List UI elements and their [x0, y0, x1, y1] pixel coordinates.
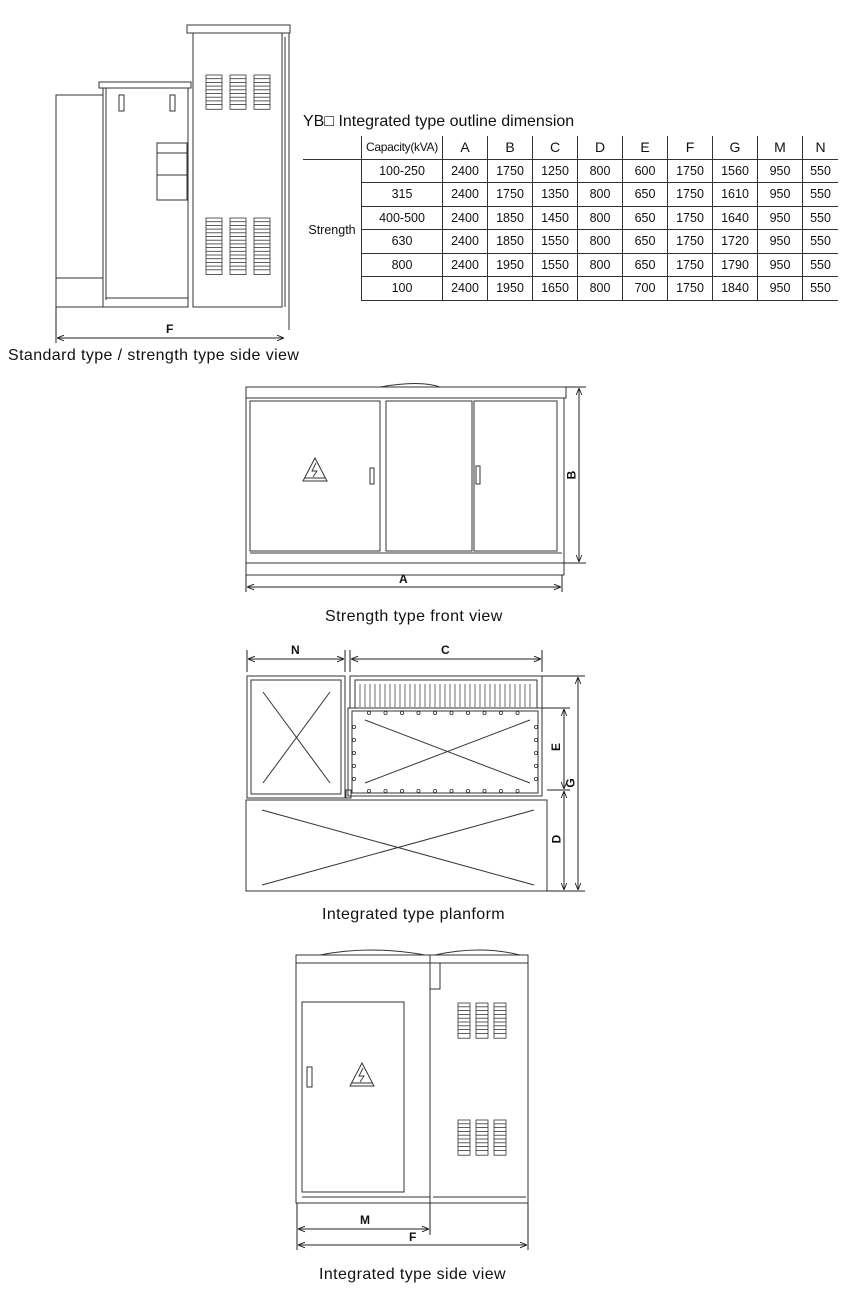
dimension-cell: 950	[758, 159, 803, 183]
dimension-cell: 550	[803, 253, 839, 277]
dim-label-c: C	[441, 643, 450, 657]
dimension-table	[303, 136, 838, 301]
caption-side-standard: Standard type / strength type side view	[8, 347, 300, 364]
dimension-cell: 1550	[533, 230, 578, 254]
dim-label-d: D	[549, 834, 564, 844]
dimension-cell: 650	[623, 253, 668, 277]
dimension-cell: 550	[803, 230, 839, 254]
dimension-cell: 800	[578, 253, 623, 277]
dim-label-g: G	[563, 778, 578, 788]
louver-block	[458, 1003, 470, 1038]
dimension-cell: 1720	[713, 230, 758, 254]
dimension-cell: 1750	[668, 230, 713, 254]
dimension-cell: 1840	[713, 277, 758, 301]
dimension-cell: 1250	[533, 159, 578, 183]
capacity-cell: 630	[362, 230, 443, 254]
dimension-cell: 800	[578, 206, 623, 230]
dimension-cell: 1350	[533, 183, 578, 207]
bolt	[384, 711, 387, 714]
dimension-cell: 1650	[533, 277, 578, 301]
capacity-cell: 400-500	[362, 206, 443, 230]
dimension-cell: 2400	[443, 159, 488, 183]
bolt	[483, 789, 486, 792]
dimension-cell: 1750	[668, 253, 713, 277]
dimension-cell: 1640	[713, 206, 758, 230]
header-b: B	[488, 136, 533, 159]
caption-planform: Integrated type planform	[322, 906, 506, 923]
bolt	[466, 789, 469, 792]
louver-block	[458, 1120, 470, 1155]
dimension-cell: 2400	[443, 206, 488, 230]
bolt	[499, 711, 502, 714]
dimension-cell: 550	[803, 183, 839, 207]
dimension-cell: 650	[623, 183, 668, 207]
table-title: YB□ Integrated type outline dimension	[303, 113, 575, 130]
dimension-cell: 950	[758, 230, 803, 254]
caption-front-strength: Strength type front view	[325, 608, 503, 625]
dimension-cell: 950	[758, 183, 803, 207]
dimension-cell: 1750	[668, 183, 713, 207]
dimension-cell: 1950	[488, 253, 533, 277]
table-row	[303, 159, 838, 183]
dim-label-n: N	[291, 643, 300, 657]
dimension-cell: 550	[803, 277, 839, 301]
bolt	[352, 751, 355, 754]
capacity-cell: 315	[362, 183, 443, 207]
bolt	[534, 764, 537, 767]
row-group-label: Strength	[303, 159, 362, 300]
dimension-cell: 1750	[668, 277, 713, 301]
dimension-cell: 2400	[443, 183, 488, 207]
dimension-cell: 800	[578, 230, 623, 254]
bolt	[352, 738, 355, 741]
header-g: G	[713, 136, 758, 159]
planform-fins	[360, 684, 530, 707]
header-n: N	[803, 136, 839, 159]
dim-label-m: M	[360, 1213, 370, 1227]
header-m: M	[758, 136, 803, 159]
table-row	[303, 183, 838, 207]
dimension-cell: 950	[758, 206, 803, 230]
table-header-row	[303, 136, 838, 159]
dimension-cell: 650	[623, 230, 668, 254]
dimension-cell: 2400	[443, 253, 488, 277]
bolt	[400, 711, 403, 714]
table-corner	[303, 136, 362, 159]
dimension-cell: 800	[578, 183, 623, 207]
bolt	[433, 711, 436, 714]
bolt	[483, 711, 486, 714]
bolt	[417, 789, 420, 792]
dimension-cell: 1750	[488, 159, 533, 183]
dimension-cell: 2400	[443, 230, 488, 254]
bolt	[516, 789, 519, 792]
bolt	[466, 711, 469, 714]
side-view-standard-louvers	[206, 75, 270, 275]
bolt	[534, 777, 537, 780]
louver-block	[206, 75, 222, 109]
bolt	[352, 725, 355, 728]
header-f: F	[668, 136, 713, 159]
dimension-cell: 650	[623, 206, 668, 230]
bolt	[450, 711, 453, 714]
side-view-standard	[56, 25, 290, 330]
bolt	[400, 789, 403, 792]
dimension-cell: 800	[578, 277, 623, 301]
table-row	[303, 230, 838, 254]
dimension-cell: 1750	[668, 159, 713, 183]
dimension-planform	[247, 650, 585, 891]
bolt	[384, 789, 387, 792]
bolt	[534, 725, 537, 728]
dimension-cell: 950	[758, 277, 803, 301]
dimension-cell: 950	[758, 253, 803, 277]
header-e: E	[623, 136, 668, 159]
table-row	[303, 277, 838, 301]
dimension-cell: 1850	[488, 206, 533, 230]
side-view-integrated	[296, 950, 528, 1203]
table-row	[303, 253, 838, 277]
header-c: C	[533, 136, 578, 159]
bolt	[534, 751, 537, 754]
dimension-cell: 600	[623, 159, 668, 183]
dimension-cell: 1750	[488, 183, 533, 207]
louver-block	[476, 1003, 488, 1038]
capacity-cell: 800	[362, 253, 443, 277]
bolt	[367, 789, 370, 792]
bolt	[417, 711, 420, 714]
dimension-cell: 700	[623, 277, 668, 301]
dimension-cell: 1610	[713, 183, 758, 207]
dimension-cell: 1550	[533, 253, 578, 277]
header-a: A	[443, 136, 488, 159]
louver-block	[230, 75, 246, 109]
front-view-strength	[246, 384, 566, 576]
bolt	[499, 789, 502, 792]
dimension-cell: 1560	[713, 159, 758, 183]
dimension-cell: 800	[578, 159, 623, 183]
dimension-cell: 1790	[713, 253, 758, 277]
dimension-cell: 2400	[443, 277, 488, 301]
caption-side-integrated: Integrated type side view	[319, 1266, 506, 1283]
dim-label-f-integrated: F	[409, 1230, 417, 1244]
side-view-integrated-louvers	[458, 1003, 506, 1155]
dim-label-b: B	[564, 470, 579, 480]
dim-label-f-standard: F	[166, 322, 174, 336]
dimension-cell: 1950	[488, 277, 533, 301]
louver-block	[476, 1120, 488, 1155]
bolt	[534, 738, 537, 741]
header-capacity: Capacity(kVA)	[362, 136, 443, 159]
header-d: D	[578, 136, 623, 159]
louver-block	[254, 75, 270, 109]
dim-label-a: A	[399, 572, 408, 586]
planform-view	[246, 676, 547, 891]
dimension-ab-front	[246, 387, 586, 592]
louver-block	[494, 1003, 506, 1038]
dimension-cell: 1750	[668, 206, 713, 230]
dim-label-e: E	[549, 742, 564, 752]
capacity-cell: 100	[362, 277, 443, 301]
louver-block	[494, 1120, 506, 1155]
dimension-cell: 1450	[533, 206, 578, 230]
dimension-cell: 1850	[488, 230, 533, 254]
bolt	[450, 789, 453, 792]
bolt	[352, 764, 355, 767]
bolt	[433, 789, 436, 792]
bolt	[367, 711, 370, 714]
capacity-cell: 100-250	[362, 159, 443, 183]
dimension-cell: 550	[803, 159, 839, 183]
dimension-cell: 550	[803, 206, 839, 230]
bolt	[516, 711, 519, 714]
bolt	[352, 777, 355, 780]
table-row	[303, 206, 838, 230]
